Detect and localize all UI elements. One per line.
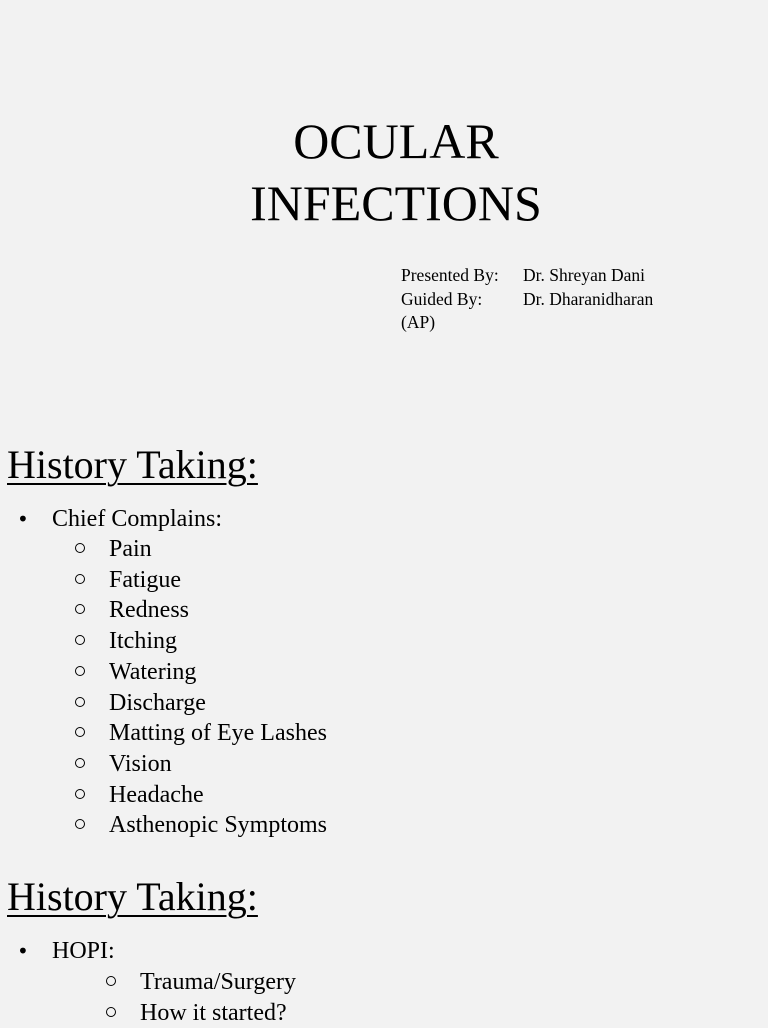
list-item-label: Asthenopic Symptoms — [109, 812, 328, 839]
list-item — [109, 565, 327, 596]
list-item-label: Watering — [109, 658, 197, 685]
guided-by-row — [401, 288, 653, 312]
list-item-label: Trauma/Surgery — [140, 969, 296, 995]
hollow-circle-bullet-icon — [75, 697, 85, 707]
section-1-bullet-label: Chief Complains: — [52, 506, 222, 532]
presented-by-label: Presented By: — [401, 265, 499, 285]
list-item — [109, 780, 327, 811]
slide-title — [0, 110, 768, 234]
list-item-label: Discharge — [109, 689, 206, 716]
hollow-circle-bullet-icon — [75, 727, 85, 737]
list-item — [109, 595, 327, 626]
list-item — [109, 718, 327, 749]
list-item-label: How it started? — [140, 999, 287, 1026]
hollow-circle-bullet-icon — [75, 604, 85, 614]
bullet-dot-icon: • — [17, 939, 29, 963]
list-item — [140, 967, 296, 998]
section-1-heading: History Taking: — [7, 442, 258, 487]
hollow-circle-bullet-icon — [75, 789, 85, 799]
list-item — [109, 688, 327, 719]
guide-designation: (AP) — [401, 312, 436, 332]
hollow-circle-bullet-icon — [75, 543, 85, 553]
list-item-label: Itching — [109, 628, 177, 655]
hopi-list — [140, 967, 296, 1028]
list-item-label: Redness — [109, 597, 189, 624]
hollow-circle-bullet-icon — [75, 758, 85, 768]
list-item — [109, 657, 327, 688]
hollow-circle-bullet-icon — [106, 1007, 116, 1017]
list-item-label: Pain — [109, 536, 152, 562]
hollow-circle-bullet-icon — [106, 976, 116, 986]
list-item — [140, 998, 296, 1028]
list-item — [109, 749, 327, 780]
hollow-circle-bullet-icon — [75, 819, 85, 829]
section-1-bullet — [17, 504, 222, 534]
title-line-2: INFECTIONS — [250, 175, 542, 231]
list-item — [109, 534, 327, 565]
presented-by-row — [401, 264, 653, 288]
section-2-heading: History Taking: — [7, 874, 258, 919]
bullet-dot-icon: • — [17, 507, 29, 531]
credits-block — [401, 264, 653, 335]
list-item-label: Fatigue — [109, 566, 181, 593]
list-item-label: Headache — [109, 781, 204, 808]
hollow-circle-bullet-icon — [75, 666, 85, 676]
hollow-circle-bullet-icon — [75, 635, 85, 645]
presenter-name: Dr. Shreyan Dani — [523, 265, 645, 285]
section-2-bullet-label: HOPI: — [52, 938, 115, 964]
section-2-bullet — [17, 936, 115, 966]
title-line-1: OCULAR — [293, 113, 499, 169]
guided-by-label: Guided By: — [401, 288, 483, 309]
chief-complaints-list — [109, 534, 327, 841]
list-item — [109, 626, 327, 657]
list-item — [109, 810, 327, 841]
guide-name: Dr. Dharanidharan — [523, 288, 654, 309]
list-item-label: Vision — [109, 750, 172, 777]
list-item-label: Matting of Eye Lashes — [109, 720, 327, 747]
hollow-circle-bullet-icon — [75, 574, 85, 584]
